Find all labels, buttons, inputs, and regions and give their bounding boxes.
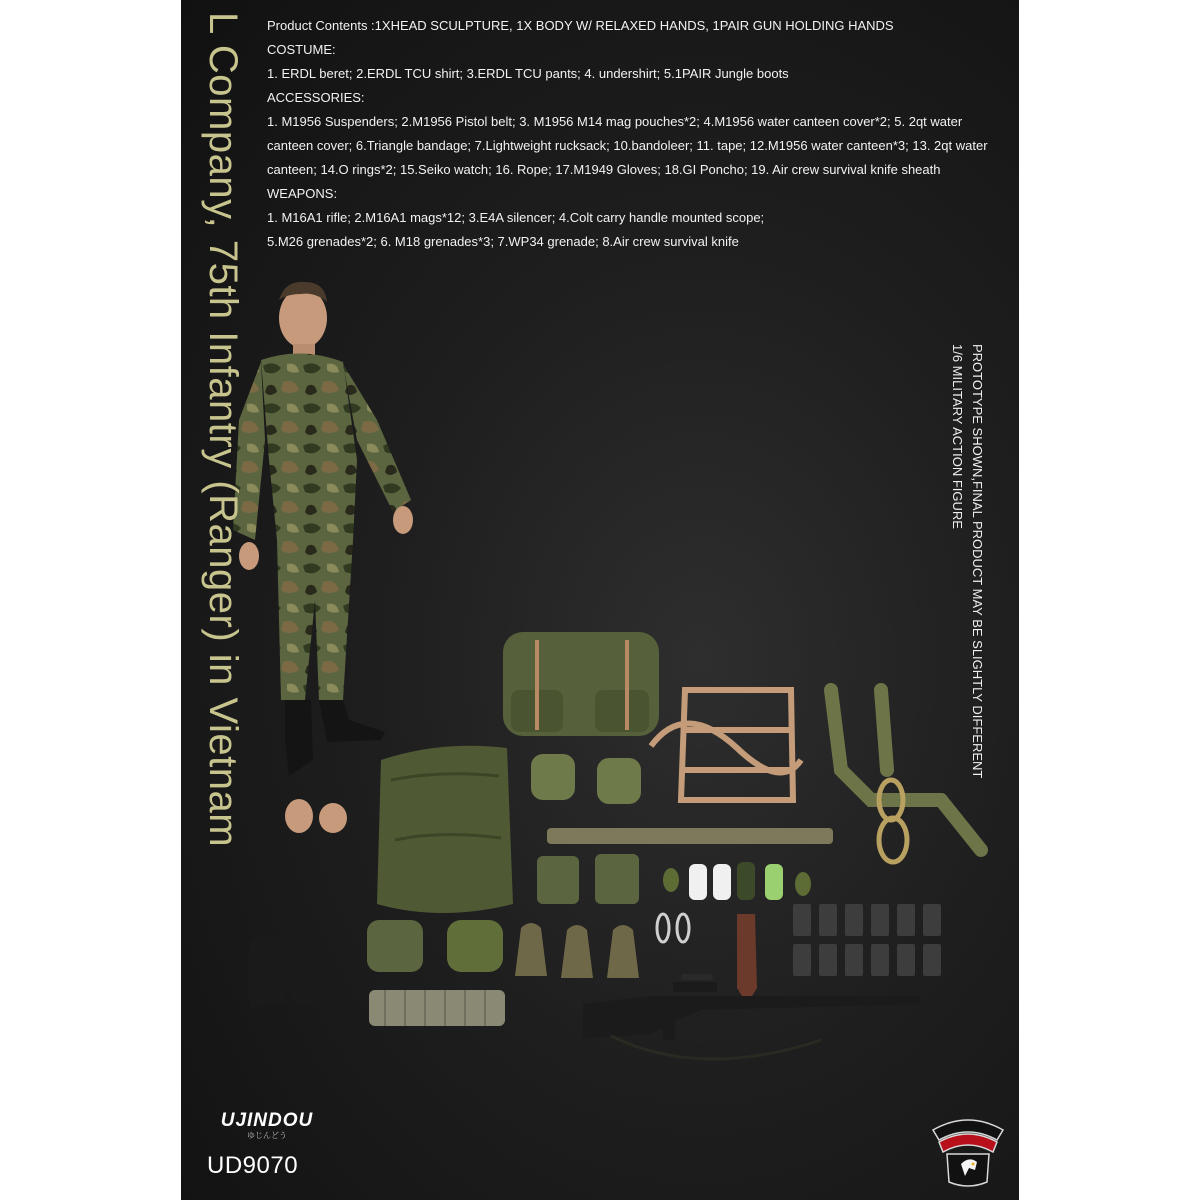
weapons-heading: WEAPONS: [267,186,338,201]
m1956-water-canteen [515,923,547,976]
accessories-list: 1. M1956 Suspenders; 2.M1956 Pistol belt; 3. M1956 M14 mag pouches*2; 4.M1956 water canteen cover*2; 5. 2qt water canteen cover; 6.Triangle bandage; 7.Lightweight rucksack; 10.bandoleer; 11. tape; 12.M1956 water canteen*3; 13. 2qt water canteen; 14.O rings*2; 15.Seiko watch; 16. Rope; 17.M1949 Gloves; 18.GI Poncho; 19. Air crew survival knife sheath [267,114,988,177]
canteen-cover [531,754,575,800]
m1956-water-canteen [561,925,593,978]
prototype-disclaimer [947,344,987,778]
grenades [663,862,811,900]
o-ring [677,914,689,942]
m16a1-mags [793,904,941,976]
brand-logo-subtext: ゆじんどう [247,1131,287,1140]
disclaimer-line-2: 1/6 MILITARY ACTION FIGURE [950,344,965,529]
product-contents-list [267,14,997,254]
rope [879,780,907,862]
air-crew-survival-knife [737,914,757,1004]
m1949-gloves [247,937,291,1008]
rucksack-frame [651,690,801,800]
brand-logo [207,1110,327,1141]
ranger-airborne-badge-icon [925,1104,1011,1190]
accessories-heading: ACCESSORIES: [267,90,365,105]
weapons-list-line-2: 5.M26 grenades*2; 6. M18 grenades*3; 7.WP34 grenade; 8.Air crew survival knife [267,234,739,249]
action-figure [233,282,413,776]
costume-list: 1. ERDL beret; 2.ERDL TCU shirt; 3.ERDL TCU pants; 4. undershirt; 5.1PAIR Jungle boots [267,66,789,81]
brand-logo-text: UJINDOU [220,1110,314,1131]
mag-pouch [595,854,639,904]
disclaimer-line-1: PROTOTYPE SHOWN,FINAL PRODUCT MAY BE SLIGHTLY DIFFERENT [970,344,985,779]
product-poster [181,0,1019,1200]
canteen-cover [597,758,641,804]
product-contents-heading: Product Contents :1XHEAD SCULPTURE, 1X BODY W/ RELAXED HANDS, 1PAIR GUN HOLDING HANDS [267,18,894,33]
o-ring [657,914,669,942]
weapons-list-line-1: 1. M16A1 rifle; 2.M16A1 mags*12; 3.E4A silencer; 4.Colt carry handle mounted scope; [267,210,765,225]
spare-hands [285,799,347,833]
product-code: UD9070 [207,1152,299,1179]
mag-pouch [537,856,579,904]
m1956-pistol-belt [547,828,833,844]
costume-heading: COSTUME: [267,42,336,57]
gi-poncho [377,746,513,913]
lightweight-rucksack [503,632,659,736]
2qt-water-canteen [447,920,503,972]
product-title: L Company, 75th Infantry (Ranger) in Vietnam [201,12,245,848]
brand-logo-wordmark [221,1110,314,1132]
m1956-water-canteen [607,925,639,978]
2qt-canteen-cover [367,920,423,972]
